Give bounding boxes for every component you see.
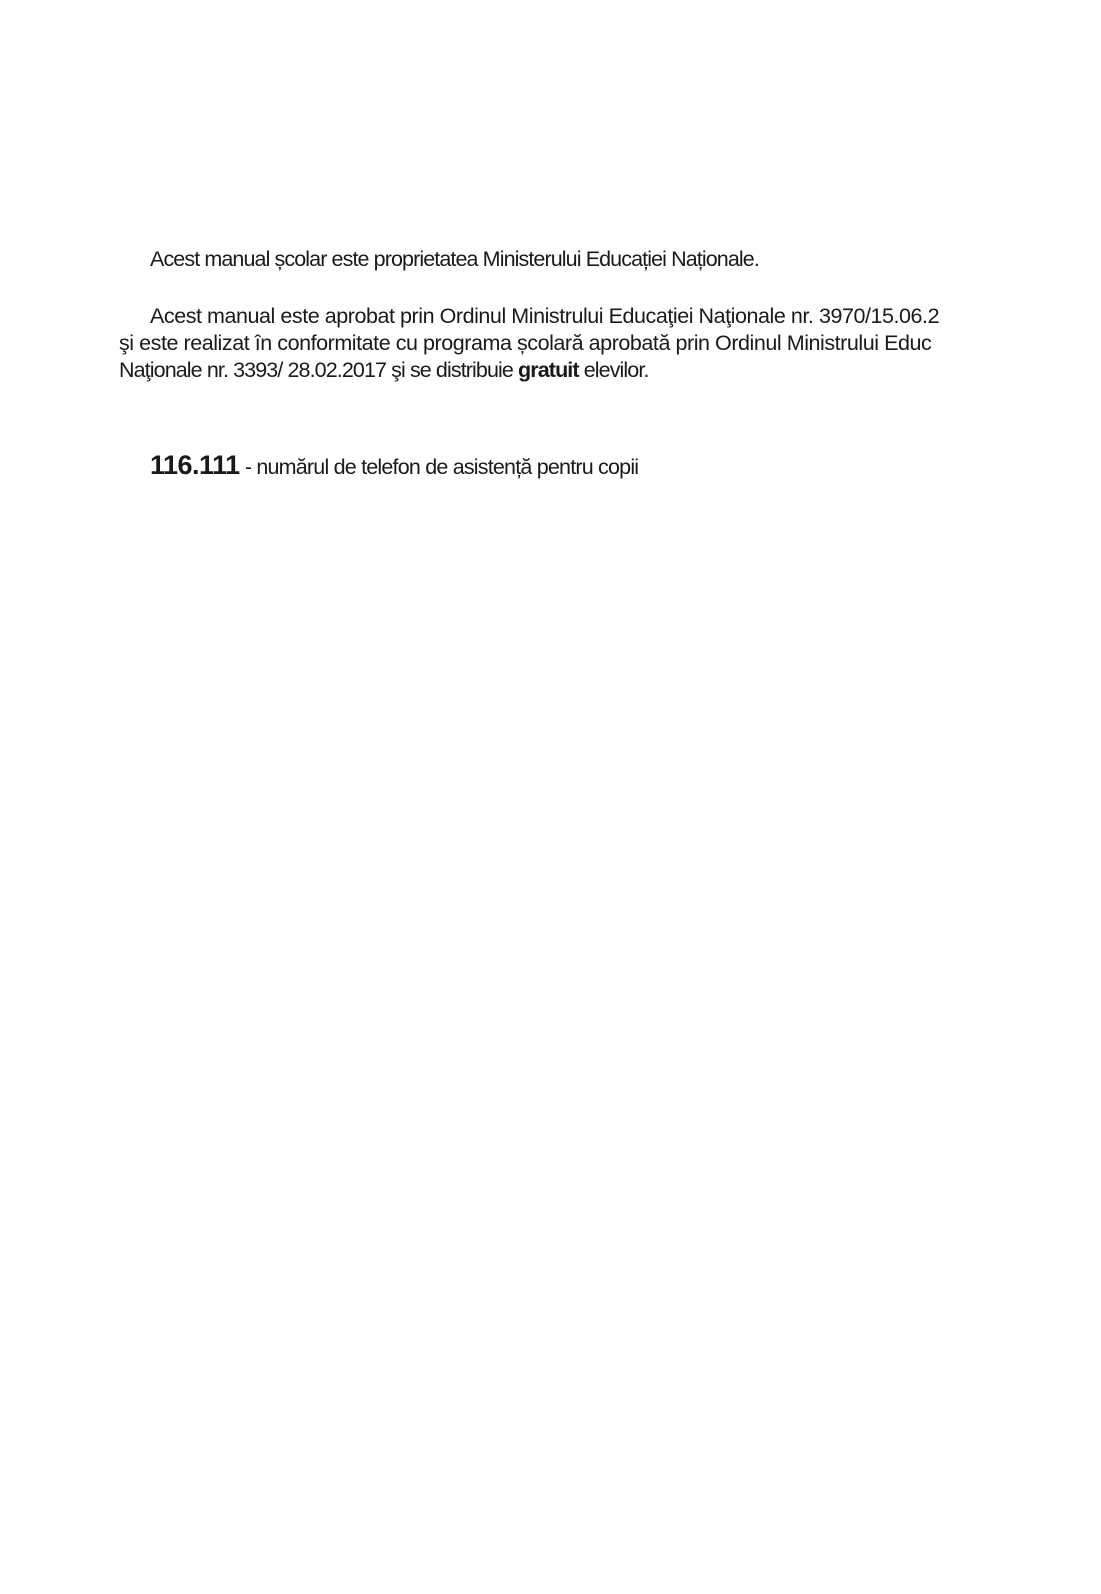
helpline-number: 116.111 (150, 450, 240, 480)
approval-text-1: Acest manual este aprobat prin Ordinul Ministrului Educaţiei Naţionale nr. 3970/15.06.2 (150, 304, 940, 328)
approval-text-3-end: elevilor. (578, 358, 649, 382)
approval-line-3 (119, 360, 649, 382)
helpline-statement (150, 452, 638, 479)
approval-line-1 (150, 306, 939, 328)
gratuit-emphasis: gratuit (518, 358, 579, 382)
approval-line-2 (119, 333, 931, 355)
approval-text-2: şi este realizat în conformitate cu programa școlară aprobată prin Ordinul Ministrului Educ (119, 331, 932, 355)
ownership-text: Acest manual școlar este proprietatea Ministerului Educației Naționale. (150, 247, 759, 271)
approval-text-3-start: Naţionale nr. 3393/ 28.02.2017 şi se distribuie (119, 358, 519, 382)
helpline-text: - numărul de telefon de asistență pentru copii (239, 455, 639, 479)
ownership-statement (150, 249, 759, 271)
